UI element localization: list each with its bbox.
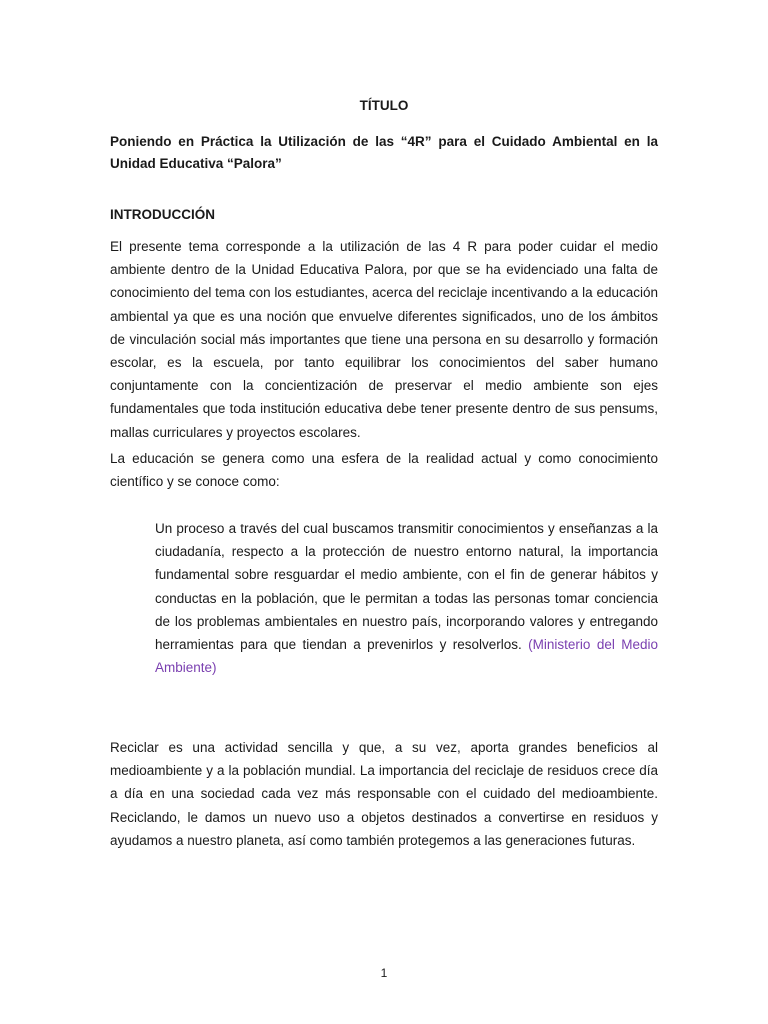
introduction-paragraph-1: El presente tema corresponde a la utilización de las 4 R para poder cuidar el medio ambiente dentro de la Unidad Educativa Palora, por que se ha evidenciado una falta de conocimiento del tema con los estudiantes, acerca del reciclaje incentivando a la educación ambiental ya que es una noción que envuelve diferentes significados, uno de los ámbitos de vinculación social más importantes que tiene una persona en su desarrollo y formación escolar, es la escuela, por tanto equilibrar los conocimientos del saber humano conjuntamente con la concientización de preservar el medio ambiente son ejes fundamentales que toda institución educativa debe tener presente dentro de sus pensums, mallas curriculares y proyectos escolares. [110,239,658,440]
page-number: 1 [380,966,388,980]
block-quote [155,517,658,679]
introduction-heading: INTRODUCCIÓN [110,207,215,222]
introduction-paragraph-2: La educación se genera como una esfera de la realidad actual y como conocimiento científico y se conoce como: [110,451,658,490]
document-subtitle: Poniendo en Práctica la Utilización de las “4R” para el Cuidado Ambiental en la Unidad Educativa “Palora” [110,134,658,171]
quote-citation: (Ministerio del Medio Ambiente) [155,637,659,676]
block-quote-text: Un proceso a través del cual buscamos transmitir conocimientos y enseñanzas a la ciudadanía, respecto a la protección de nuestro entorno natural, la importancia fundamental sobre resguardar el medio ambiente, con el fin de generar hábitos y conductas en la población, que le permitan a todas las personas tomar conciencia de los problemas ambientales en nuestro país, incorporando valores y entregando herramientas para que tiendan a prevenirlos y resolverlos. [155,521,658,653]
recycling-paragraph: Reciclar es una actividad sencilla y que, a su vez, aporta grandes beneficios al medioambiente y a la población mundial. La importancia del reciclaje de residuos crece día a día en una sociedad cada vez más responsable con el cuidado del medioambiente. Reciclando, le damos un nuevo uso a objetos destinados a convertirse en residuos y ayudamos a nuestro planeta, así como también protegemos a las generaciones futuras. [110,740,658,848]
document-title-label: TÍTULO [359,98,409,113]
